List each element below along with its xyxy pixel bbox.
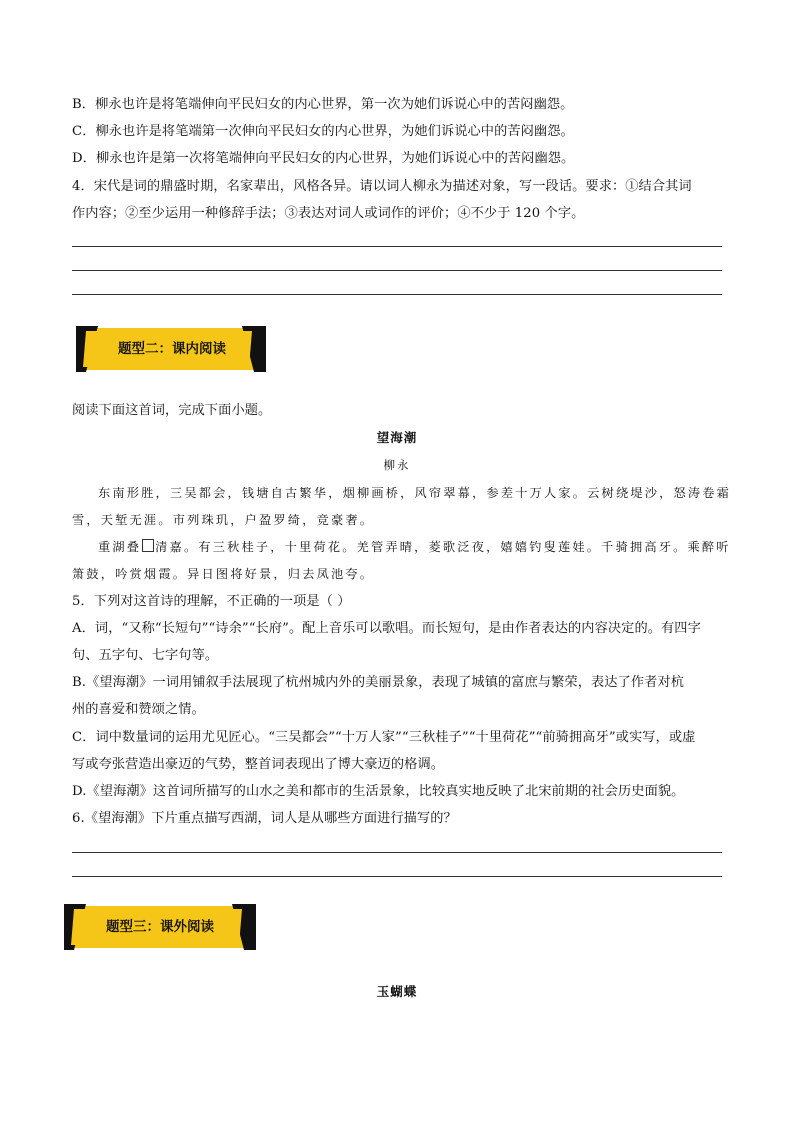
question-4-line-1: 4．宋代是词的鼎盛时期，名家辈出，风格各异。请以词人柳永为描述对象，写一段话。要求：①结合其词 bbox=[72, 179, 692, 194]
question-5-option-d: D.《望海潮》这首词所描写的山水之美和都市的生活景象，比较真实地反映了北宋前期的社会历史面貌。 bbox=[72, 784, 685, 799]
banner-label: 题型二：课内阅读 bbox=[118, 341, 226, 357]
poem-stanza-2-line-1 bbox=[98, 538, 731, 556]
section-banner-in-class-reading bbox=[76, 326, 266, 372]
answer-line bbox=[72, 852, 722, 853]
banner-label: 题型三：课外阅读 bbox=[106, 919, 214, 935]
option-d: D．柳永也许是第一次将笔端伸向平民妇女的内心世界，为她们诉说心中的苦闷幽怨。 bbox=[72, 151, 575, 166]
question-4-line-2: 作内容；②至少运用一种修辞手法；③表达对词人或词作的评价；④不少于 120 个字。 bbox=[72, 206, 585, 221]
poem-text: 重湖叠 bbox=[98, 540, 142, 554]
poem-stanza-1-line-1: 东南形胜，三吴都会，钱塘自古繁华，烟柳画桥，风帘翠幕，参差十万人家。云树绕堤沙，怒涛卷霜 bbox=[98, 486, 732, 500]
question-5: 5．下列对这首诗的理解，不正确的一项是（ ） bbox=[72, 594, 351, 609]
answer-line bbox=[72, 270, 722, 271]
poem-title: 玉蝴蝶 bbox=[376, 984, 418, 999]
answer-line bbox=[72, 876, 722, 877]
answer-line bbox=[72, 294, 722, 295]
question-5-option-c-line-1: C．词中数量词的运用尤见匠心。“三吴都会”“十万人家”“三秋桂子”“十里荷花”“前骑拥高牙”或实写，或虚 bbox=[72, 730, 696, 745]
question-5-option-b-line-2: 州的喜爱和赞颂之情。 bbox=[72, 702, 205, 717]
poem-stanza-1-line-2: 雪，天堑无涯。市列珠玑，户盈罗绮，竞豪奢。 bbox=[72, 513, 375, 527]
question-5-option-a-line-2: 句、五字句、七字句等。 bbox=[72, 648, 219, 663]
option-b: B．柳永也许是将笔端伸向平民妇女的内心世界，第一次为她们诉说心中的苦闷幽怨。 bbox=[72, 97, 574, 112]
section-banner-extracurricular-reading bbox=[64, 904, 256, 950]
answer-line bbox=[72, 246, 722, 247]
poem-stanza-2-line-2: 箫鼓，吟赏烟霞。异日图将好景，归去凤池夸。 bbox=[72, 567, 375, 581]
option-c: C．柳永也许是将笔端第一次伸向平民妇女的内心世界，为她们诉说心中的苦闷幽怨。 bbox=[72, 124, 574, 139]
poem-author: 柳永 bbox=[383, 458, 411, 472]
missing-char-box bbox=[142, 539, 154, 552]
reading-intro: 阅读下面这首词，完成下面小题。 bbox=[72, 403, 272, 418]
question-5-option-a-line-1: A．词，“又称“长短句”“诗余”“长府”。配上音乐可以歌唱。而长短句，是由作者表达的内容决定的。有四字 bbox=[72, 621, 701, 636]
question-5-option-b-line-1: B.《望海潮》一词用铺叙手法展现了杭州城内外的美丽景象，表现了城镇的富庶与繁荣，表达了作者对杭 bbox=[72, 675, 685, 690]
question-5-option-c-line-2: 写或夸张营造出豪迈的气势，整首词表现出了博大豪迈的格调。 bbox=[72, 757, 445, 772]
question-6: 6.《望海潮》下片重点描写西湖，词人是从哪些方面进行描写的？ bbox=[72, 811, 457, 826]
poem-title: 望海潮 bbox=[376, 430, 418, 445]
poem-text: 清嘉。有三秋桂子，十里荷花。羌管弄晴，菱歌泛夜，嬉嬉钓叟莲娃。千骑拥高牙。乘醉听 bbox=[155, 540, 731, 554]
